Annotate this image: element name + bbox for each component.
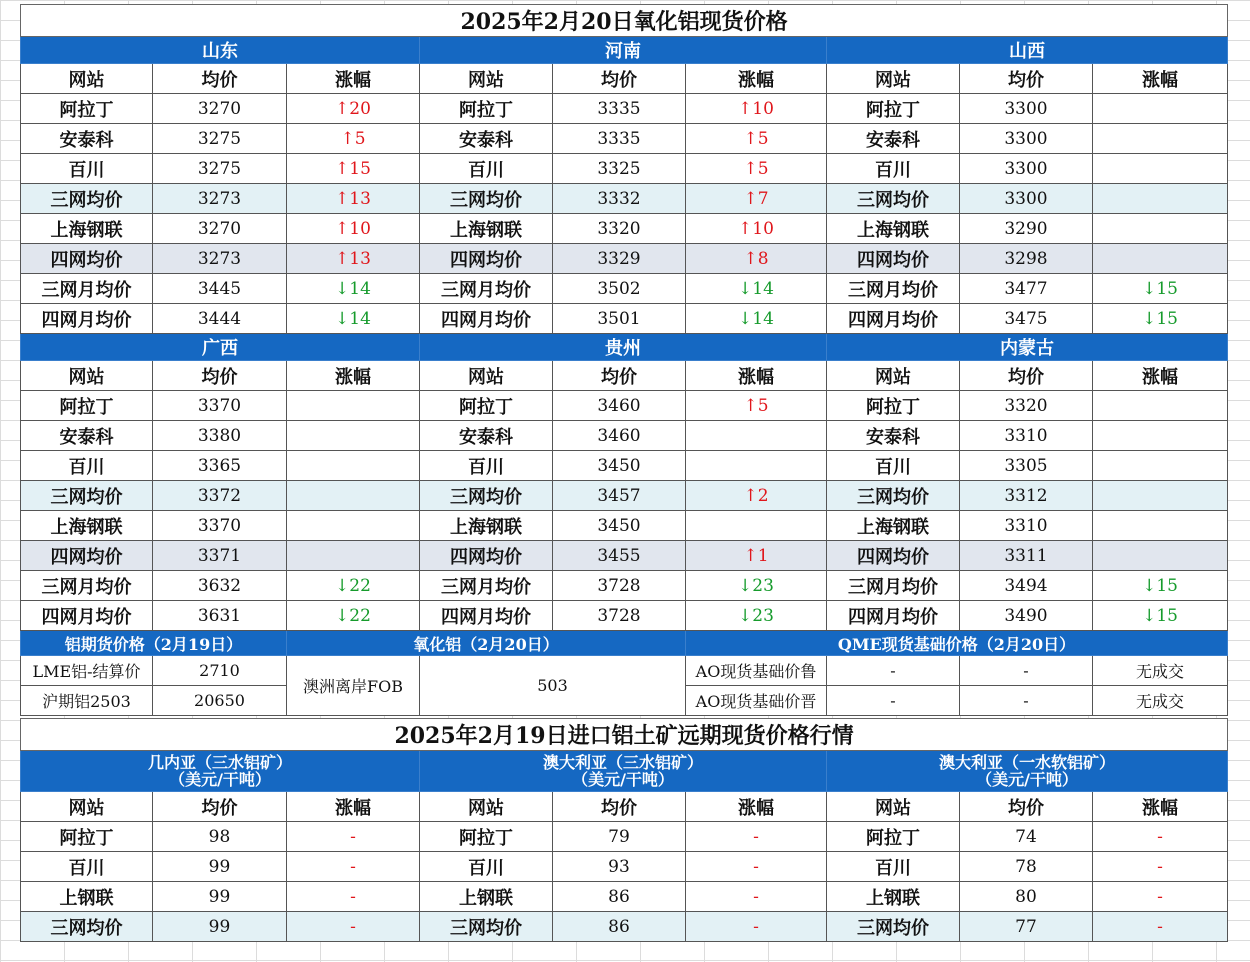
table-row — [21, 94, 1228, 124]
ore-unit: （美元/干吨） — [169, 770, 271, 789]
table-row — [21, 822, 1228, 852]
price-change — [287, 481, 420, 511]
avg-price: 99 — [153, 882, 287, 912]
site-name: 三网月均价 — [827, 571, 960, 601]
price-change: ↑13 — [287, 244, 420, 274]
avg-price: 3632 — [153, 571, 287, 601]
qme-value: - — [827, 656, 960, 686]
avg-price: 3290 — [960, 214, 1093, 244]
avg-price: 3445 — [153, 274, 287, 304]
oxide-value: 503 — [420, 656, 686, 716]
avg-price: 3310 — [960, 421, 1093, 451]
site-name: 上海钢联 — [420, 511, 553, 541]
price-change: ↓15 — [1093, 274, 1228, 304]
oxide-label: 澳洲离岸FOB — [287, 656, 420, 716]
column-header-site: 网站 — [827, 792, 960, 822]
column-header-avg: 均价 — [553, 792, 686, 822]
price-change — [1093, 451, 1228, 481]
table-row — [21, 882, 1228, 912]
avg-price: 93 — [553, 852, 686, 882]
site-name: 百川 — [420, 154, 553, 184]
table-row — [21, 391, 1228, 421]
table-row — [21, 511, 1228, 541]
avg-price: 3502 — [553, 274, 686, 304]
avg-price: 74 — [960, 822, 1093, 852]
avg-price: 3320 — [960, 391, 1093, 421]
column-header-avg: 均价 — [960, 361, 1093, 391]
avg-price: 99 — [153, 912, 287, 942]
site-name: 四网均价 — [827, 541, 960, 571]
price-change: ↑20 — [287, 94, 420, 124]
column-header-change: 涨幅 — [686, 792, 827, 822]
table-row — [21, 451, 1228, 481]
site-name: 三网月均价 — [21, 274, 153, 304]
price-change — [1093, 184, 1228, 214]
avg-price: 3310 — [960, 511, 1093, 541]
region-header: 贵州 — [420, 334, 827, 361]
price-change: ↓14 — [287, 304, 420, 334]
site-name: 阿拉丁 — [827, 391, 960, 421]
site-name: 三网均价 — [827, 481, 960, 511]
price-change: ↓22 — [287, 601, 420, 631]
site-name: 三网均价 — [420, 481, 553, 511]
price-change: - — [287, 882, 420, 912]
price-change: - — [287, 912, 420, 942]
table-row — [21, 214, 1228, 244]
avg-price: 3460 — [553, 421, 686, 451]
price-change: ↑5 — [686, 391, 827, 421]
qme-status: 无成交 — [1093, 686, 1228, 716]
price-change: ↑5 — [686, 124, 827, 154]
futures-label: LME铝-结算价 — [21, 656, 153, 686]
column-header-change: 涨幅 — [287, 64, 420, 94]
futures-header: 铝期货价格（2月19日） — [21, 631, 287, 656]
ore-unit: （美元/干吨） — [572, 770, 674, 789]
site-name: 四网月均价 — [420, 601, 553, 631]
avg-price: 3312 — [960, 481, 1093, 511]
price-change: ↑1 — [686, 541, 827, 571]
column-header-avg: 均价 — [153, 792, 287, 822]
price-change — [1093, 481, 1228, 511]
site-name: 安泰科 — [21, 124, 153, 154]
qme-status: 无成交 — [1093, 656, 1228, 686]
avg-price: 3501 — [553, 304, 686, 334]
column-header-change: 涨幅 — [287, 792, 420, 822]
site-name: 三网月均价 — [420, 274, 553, 304]
site-name: 安泰科 — [420, 124, 553, 154]
avg-price: 3455 — [553, 541, 686, 571]
column-header-change: 涨幅 — [287, 361, 420, 391]
site-name: 百川 — [21, 852, 153, 882]
avg-price: 3490 — [960, 601, 1093, 631]
site-name: 三网均价 — [827, 184, 960, 214]
avg-price: 3370 — [153, 511, 287, 541]
site-name: 上海钢联 — [827, 214, 960, 244]
site-name: 四网月均价 — [420, 304, 553, 334]
site-name: 安泰科 — [827, 421, 960, 451]
qme-value: - — [960, 686, 1093, 716]
region-header: 山东 — [21, 37, 420, 64]
price-change: ↓22 — [287, 571, 420, 601]
column-header-avg: 均价 — [553, 361, 686, 391]
price-change — [287, 391, 420, 421]
avg-price: 3475 — [960, 304, 1093, 334]
price-change: ↑10 — [686, 94, 827, 124]
site-name: 上海钢联 — [21, 511, 153, 541]
avg-price: 3460 — [553, 391, 686, 421]
ore-unit: （美元/干吨） — [976, 770, 1078, 789]
price-change: ↓14 — [686, 274, 827, 304]
avg-price: 3450 — [553, 511, 686, 541]
table-row — [21, 304, 1228, 334]
site-name: 四网均价 — [21, 541, 153, 571]
price-change — [1093, 244, 1228, 274]
site-name: 三网均价 — [420, 912, 553, 942]
price-change: - — [1093, 912, 1228, 942]
alumina-price-table — [20, 4, 1228, 716]
column-header-site: 网站 — [420, 361, 553, 391]
avg-price: 86 — [553, 912, 686, 942]
avg-price: 3371 — [153, 541, 287, 571]
table-row — [21, 481, 1228, 511]
site-name: 阿拉丁 — [21, 391, 153, 421]
site-name: 四网均价 — [21, 244, 153, 274]
avg-price: 3335 — [553, 94, 686, 124]
price-change — [287, 421, 420, 451]
site-name: 三网均价 — [827, 912, 960, 942]
column-header-change: 涨幅 — [1093, 792, 1228, 822]
price-change — [1093, 94, 1228, 124]
price-change: ↑7 — [686, 184, 827, 214]
site-name: 阿拉丁 — [827, 822, 960, 852]
column-header-site: 网站 — [420, 64, 553, 94]
site-name: 阿拉丁 — [827, 94, 960, 124]
table-row — [21, 656, 1228, 686]
site-name: 三网月均价 — [420, 571, 553, 601]
site-name: 安泰科 — [21, 421, 153, 451]
alumina-price-sheet — [20, 4, 1227, 716]
site-name: 安泰科 — [420, 421, 553, 451]
table-row — [21, 852, 1228, 882]
ore-header — [21, 751, 420, 792]
qme-value: - — [960, 656, 1093, 686]
price-change: ↑2 — [686, 481, 827, 511]
avg-price: 3305 — [960, 451, 1093, 481]
ore-name: 几内亚（三水铝矿） — [147, 753, 292, 772]
column-header-change: 涨幅 — [686, 361, 827, 391]
column-header-avg: 均价 — [553, 64, 686, 94]
site-name: 百川 — [420, 852, 553, 882]
price-change: - — [686, 912, 827, 942]
avg-price: 3270 — [153, 214, 287, 244]
region-header: 广西 — [21, 334, 420, 361]
site-name: 上海钢联 — [420, 214, 553, 244]
column-header-change: 涨幅 — [1093, 361, 1228, 391]
price-change: ↓15 — [1093, 571, 1228, 601]
avg-price: 3311 — [960, 541, 1093, 571]
bauxite-price-table — [20, 718, 1228, 942]
column-header-site: 网站 — [420, 792, 553, 822]
price-change: - — [1093, 852, 1228, 882]
price-change: ↓15 — [1093, 601, 1228, 631]
avg-price: 3300 — [960, 124, 1093, 154]
table-row — [21, 244, 1228, 274]
price-change: ↓15 — [1093, 304, 1228, 334]
site-name: 上钢联 — [420, 882, 553, 912]
avg-price: 78 — [960, 852, 1093, 882]
site-name: 阿拉丁 — [420, 822, 553, 852]
qme-header: QME现货基础价格（2月20日） — [686, 631, 1228, 656]
avg-price: 99 — [153, 852, 287, 882]
bauxite-title: 2025年2月19日进口铝土矿远期现货价格行情 — [21, 719, 1228, 751]
futures-value: 20650 — [153, 686, 287, 716]
avg-price: 3300 — [960, 94, 1093, 124]
price-change: ↓14 — [686, 304, 827, 334]
site-name: 四网月均价 — [21, 601, 153, 631]
avg-price: 3335 — [553, 124, 686, 154]
price-change: ↓23 — [686, 571, 827, 601]
price-change: ↑13 — [287, 184, 420, 214]
price-change — [686, 511, 827, 541]
site-name: 上海钢联 — [827, 511, 960, 541]
column-header-site: 网站 — [827, 64, 960, 94]
avg-price: 3273 — [153, 244, 287, 274]
column-header-site: 网站 — [21, 361, 153, 391]
ore-name: 澳大利亚（一水软铝矿） — [939, 753, 1116, 772]
table-row — [21, 274, 1228, 304]
site-name: 百川 — [420, 451, 553, 481]
price-change: - — [686, 882, 827, 912]
region-header: 河南 — [420, 37, 827, 64]
avg-price: 3332 — [553, 184, 686, 214]
site-name: 三网均价 — [420, 184, 553, 214]
price-change: ↓14 — [287, 274, 420, 304]
site-name: 四网月均价 — [827, 601, 960, 631]
site-name: 百川 — [827, 451, 960, 481]
price-change — [1093, 214, 1228, 244]
avg-price: 3298 — [960, 244, 1093, 274]
price-change: ↓23 — [686, 601, 827, 631]
table-row — [21, 601, 1228, 631]
table-row — [21, 421, 1228, 451]
avg-price: 3494 — [960, 571, 1093, 601]
site-name: 阿拉丁 — [420, 391, 553, 421]
site-name: 阿拉丁 — [21, 94, 153, 124]
avg-price: 3457 — [553, 481, 686, 511]
column-header-avg: 均价 — [153, 361, 287, 391]
avg-price: 3275 — [153, 154, 287, 184]
avg-price: 3631 — [153, 601, 287, 631]
avg-price: 3273 — [153, 184, 287, 214]
price-change: ↑10 — [686, 214, 827, 244]
avg-price: 3320 — [553, 214, 686, 244]
site-name: 阿拉丁 — [21, 822, 153, 852]
avg-price: 3380 — [153, 421, 287, 451]
price-change — [686, 421, 827, 451]
site-name: 四网均价 — [420, 541, 553, 571]
avg-price: 86 — [553, 882, 686, 912]
site-name: 安泰科 — [827, 124, 960, 154]
region-header: 内蒙古 — [827, 334, 1228, 361]
column-header-avg: 均价 — [153, 64, 287, 94]
avg-price: 77 — [960, 912, 1093, 942]
column-header-avg: 均价 — [960, 792, 1093, 822]
site-name: 三网月均价 — [827, 274, 960, 304]
avg-price: 3329 — [553, 244, 686, 274]
site-name: 上海钢联 — [21, 214, 153, 244]
site-name: 四网均价 — [420, 244, 553, 274]
site-name: 百川 — [21, 154, 153, 184]
alumina-oxide-header: 氧化铝（2月20日） — [287, 631, 686, 656]
avg-price: 3365 — [153, 451, 287, 481]
avg-price: 3300 — [960, 154, 1093, 184]
price-change — [287, 541, 420, 571]
ore-header — [827, 751, 1228, 792]
price-change: - — [287, 852, 420, 882]
column-header-site: 网站 — [827, 361, 960, 391]
price-change — [1093, 124, 1228, 154]
price-change: ↑10 — [287, 214, 420, 244]
avg-price: 3728 — [553, 601, 686, 631]
page-title: 2025年2月20日氧化铝现货价格 — [21, 5, 1228, 37]
ao-label: AO现货基础价鲁 — [686, 656, 827, 686]
qme-value: - — [827, 686, 960, 716]
price-change: - — [287, 822, 420, 852]
price-change: ↑5 — [686, 154, 827, 184]
table-row — [21, 184, 1228, 214]
column-header-change: 涨幅 — [686, 64, 827, 94]
price-change — [1093, 154, 1228, 184]
table-row — [21, 912, 1228, 942]
avg-price: 3444 — [153, 304, 287, 334]
price-change — [287, 451, 420, 481]
site-name: 上钢联 — [827, 882, 960, 912]
site-name: 三网月均价 — [21, 571, 153, 601]
futures-value: 2710 — [153, 656, 287, 686]
column-header-site: 网站 — [21, 792, 153, 822]
avg-price: 3300 — [960, 184, 1093, 214]
price-change: ↑5 — [287, 124, 420, 154]
site-name: 四网均价 — [827, 244, 960, 274]
site-name: 三网均价 — [21, 481, 153, 511]
ore-name: 澳大利亚（三水铝矿） — [542, 753, 703, 772]
site-name: 百川 — [827, 852, 960, 882]
column-header-avg: 均价 — [960, 64, 1093, 94]
price-change — [686, 451, 827, 481]
table-row — [21, 541, 1228, 571]
site-name: 百川 — [21, 451, 153, 481]
avg-price: 3275 — [153, 124, 287, 154]
price-change: - — [1093, 882, 1228, 912]
avg-price: 3370 — [153, 391, 287, 421]
table-row — [21, 124, 1228, 154]
ao-label: AO现货基础价晋 — [686, 686, 827, 716]
price-change: ↑15 — [287, 154, 420, 184]
futures-label: 沪期铝2503 — [21, 686, 153, 716]
avg-price: 3728 — [553, 571, 686, 601]
column-header-site: 网站 — [21, 64, 153, 94]
price-change — [1093, 541, 1228, 571]
price-change — [1093, 421, 1228, 451]
region-header: 山西 — [827, 37, 1228, 64]
price-change: - — [1093, 822, 1228, 852]
avg-price: 3477 — [960, 274, 1093, 304]
avg-price: 3450 — [553, 451, 686, 481]
table-row — [21, 154, 1228, 184]
avg-price: 3372 — [153, 481, 287, 511]
site-name: 三网均价 — [21, 184, 153, 214]
column-header-change: 涨幅 — [1093, 64, 1228, 94]
avg-price: 3270 — [153, 94, 287, 124]
price-change — [1093, 391, 1228, 421]
price-change: - — [686, 822, 827, 852]
bauxite-price-sheet — [20, 718, 1227, 942]
price-change: - — [686, 852, 827, 882]
ore-header — [420, 751, 827, 792]
avg-price: 98 — [153, 822, 287, 852]
avg-price: 79 — [553, 822, 686, 852]
avg-price: 3325 — [553, 154, 686, 184]
avg-price: 80 — [960, 882, 1093, 912]
site-name: 三网均价 — [21, 912, 153, 942]
site-name: 阿拉丁 — [420, 94, 553, 124]
table-row — [21, 571, 1228, 601]
site-name: 上钢联 — [21, 882, 153, 912]
site-name: 百川 — [827, 154, 960, 184]
price-change — [1093, 511, 1228, 541]
price-change — [287, 511, 420, 541]
site-name: 四网月均价 — [21, 304, 153, 334]
price-change: ↑8 — [686, 244, 827, 274]
site-name: 四网月均价 — [827, 304, 960, 334]
